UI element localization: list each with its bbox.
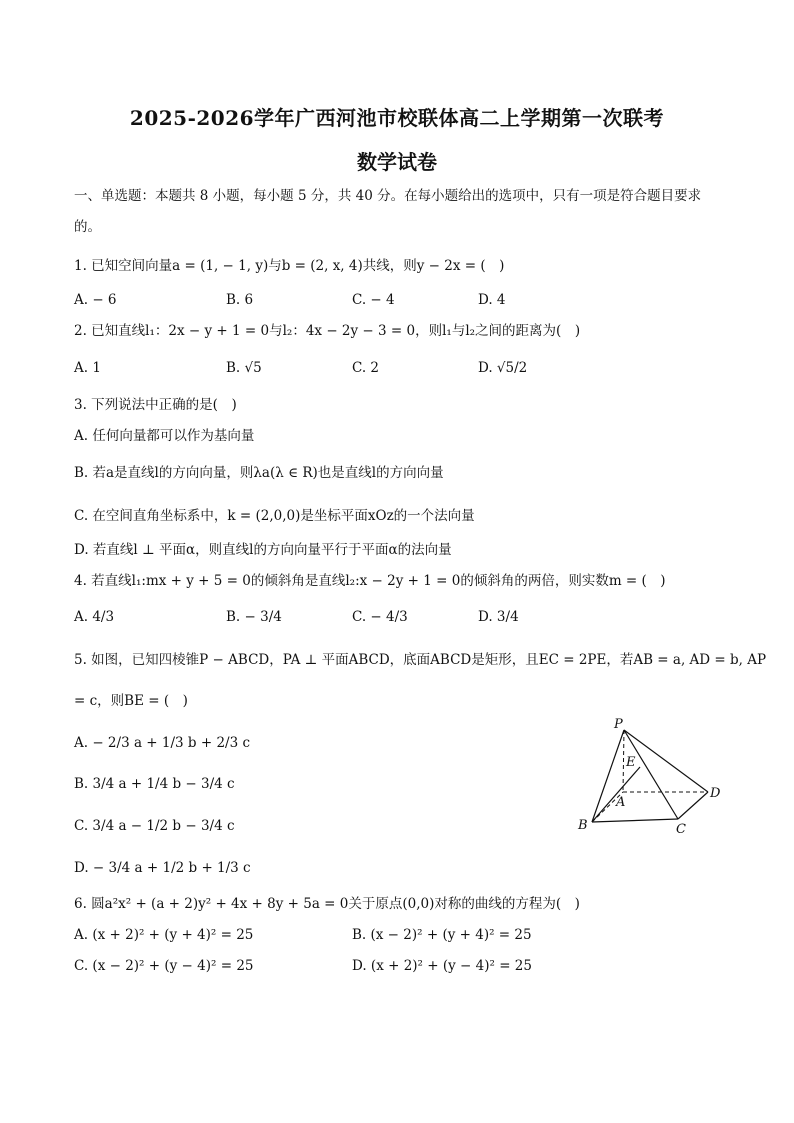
question-4-option-d: D. 3/4 xyxy=(478,609,519,625)
question-2-option-a: A. 1 xyxy=(74,360,101,376)
question-6-option-b: B. (x − 2)² + (y + 4)² = 25 xyxy=(352,927,532,943)
exam-title: 2025-2026学年广西河池市校联体高二上学期第一次联考 xyxy=(129,106,665,130)
question-3-stem: 3. 下列说法中正确的是( ) xyxy=(74,397,237,413)
question-1-stem: 1. 已知空间向量a = (1, − 1, y)与b = (2, x, 4)共线，则y − 2x = ( ) xyxy=(74,258,505,274)
figure-label-p: P xyxy=(614,717,623,732)
figure-label-e: E xyxy=(626,755,636,770)
question-5-option-b: B. 3/4 a + 1/4 b − 3/4 c xyxy=(74,776,235,792)
question-2-option-b: B. √5 xyxy=(226,360,262,376)
figure-label-b: B xyxy=(578,818,588,833)
question-1-option-c: C. − 4 xyxy=(352,292,395,308)
question-2-option-d: D. √5/2 xyxy=(478,360,528,376)
question-6-option-d: D. (x + 2)² + (y − 4)² = 25 xyxy=(352,958,532,974)
question-6-option-c: C. (x − 2)² + (y − 4)² = 25 xyxy=(74,958,254,974)
question-5-option-c: C. 3/4 a − 1/2 b − 3/4 c xyxy=(74,818,235,834)
question-6-stem: 6. 圆a²x² + (a + 2)y² + 4x + 8y + 5a = 0关于原点(0,0)对称的曲线的方程为( ) xyxy=(74,896,580,912)
question-4-option-b: B. − 3/4 xyxy=(226,609,282,625)
exam-subtitle: 数学试卷 xyxy=(357,150,437,174)
question-1-option-a: A. − 6 xyxy=(74,292,117,308)
question-5-option-a: A. − 2/3 a + 1/3 b + 2/3 c xyxy=(74,735,251,751)
question-5-option-d: D. − 3/4 a + 1/2 b + 1/3 c xyxy=(74,860,251,876)
question-6-option-a: A. (x + 2)² + (y + 4)² = 25 xyxy=(74,927,254,943)
question-2-stem: 2. 已知直线l₁：2x − y + 1 = 0与l₂：4x − 2y − 3 = 0，则l₁与l₂之间的距离为( ) xyxy=(74,323,581,339)
question-4-option-c: C. − 4/3 xyxy=(352,609,408,625)
question-4-option-a: A. 4/3 xyxy=(74,609,115,625)
figure-label-d: D xyxy=(710,786,721,801)
question-1-option-b: B. 6 xyxy=(226,292,254,308)
question-3-option-b: B. 若a是直线l的方向向量，则λa(λ ∈ R)也是直线l的方向向量 xyxy=(74,465,444,481)
question-5-stem-line2: = c，则BE = ( ) xyxy=(74,693,188,709)
question-2-option-c: C. 2 xyxy=(352,360,380,376)
question-3-option-a: A. 任何向量都可以作为基向量 xyxy=(74,428,255,444)
section-heading-line1: 一、单选题：本题共 8 小题，每小题 5 分，共 40 分。在每小题给出的选项中，只有一项是符合题目要求 xyxy=(74,188,702,204)
figure-label-a: A xyxy=(616,795,626,810)
pyramid-figure xyxy=(570,712,730,842)
question-1-option-d: D. 4 xyxy=(478,292,506,308)
section-heading-line2: 的。 xyxy=(74,219,101,235)
figure-label-c: C xyxy=(676,822,686,837)
question-4-stem: 4. 若直线l₁:mx + y + 5 = 0的倾斜角是直线l₂:x − 2y + 1 = 0的倾斜角的两倍，则实数m = ( ) xyxy=(74,573,666,589)
question-3-option-c: C. 在空间直角坐标系中，k = (2,0,0)是坐标平面xOz的一个法向量 xyxy=(74,508,475,524)
question-5-stem-line1: 5. 如图，已知四棱锥P − ABCD，PA ⊥ 平面ABCD，底面ABCD是矩形，且EC = 2PE，若AB = a, AD = b, AP xyxy=(74,652,767,668)
question-3-option-d: D. 若直线l ⊥ 平面α，则直线l的方向向量平行于平面α的法向量 xyxy=(74,542,452,558)
